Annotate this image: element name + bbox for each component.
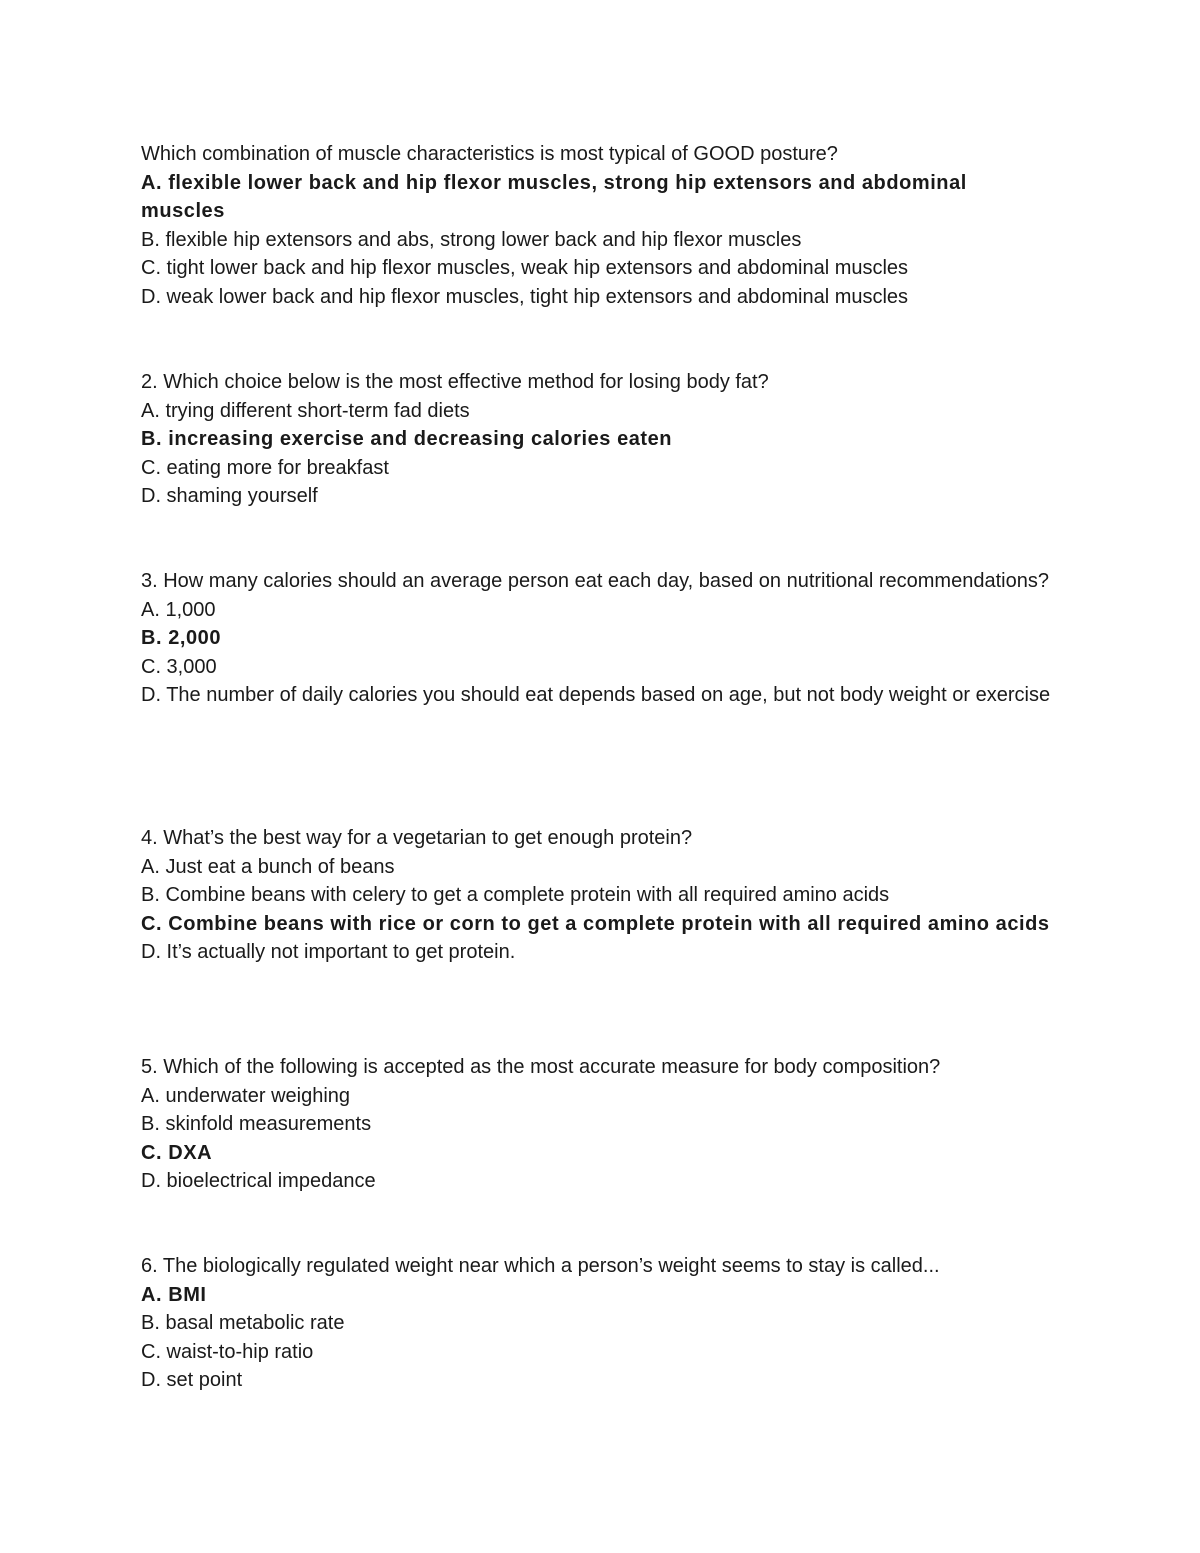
answer-option-d: D. set point (141, 1369, 243, 1391)
answer-option-b: B. skinfold measurements (141, 1113, 372, 1135)
answer-option-a: A. underwater weighing (141, 1084, 351, 1107)
answer-option-a: A. Just eat a bunch of beans (141, 855, 395, 878)
answer-option-d: D. shaming yourself (141, 485, 318, 507)
question-6 (141, 1252, 1051, 1395)
answer-option-d: D. bioelectrical impedance (141, 1170, 376, 1192)
answer-option-c: C. 3,000 (141, 655, 217, 678)
question-text: 3. How many calories should an average person eat each day, based on nutritional recommendations? (141, 570, 1049, 592)
answer-option-c: C. DXA (141, 1141, 213, 1164)
answer-option-a: A. trying different short-term fad diets (141, 399, 470, 422)
answer-option-a: A. 1,000 (141, 598, 216, 621)
answer-option-b: B. Combine beans with celery to get a complete protein with all required amino acids (141, 884, 890, 906)
answer-option-d: D. It’s actually not important to get protein. (141, 941, 516, 963)
answer-option-d: D. The number of daily calories you should eat depends based on age, but not body weight or exercise (141, 684, 1051, 706)
question-text: 2. Which choice below is the most effective method for losing body fat? (141, 371, 769, 393)
question-text: 6. The biologically regulated weight near which a person’s weight seems to stay is called... (141, 1255, 940, 1277)
question-2 (141, 368, 1051, 511)
answer-option-b: B. basal metabolic rate (141, 1312, 345, 1334)
question-5 (141, 1053, 1051, 1196)
answer-option-b: B. flexible hip extensors and abs, strong lower back and hip flexor muscles (141, 228, 802, 251)
answer-option-c: C. tight lower back and hip flexor muscles, weak hip extensors and abdominal muscles (141, 257, 909, 279)
answer-option-a: A. flexible lower back and hip flexor muscles, strong hip extensors and abdominal muscles (141, 171, 967, 222)
question-1 (141, 140, 1051, 311)
question-3 (141, 567, 1051, 710)
answer-option-c: C. eating more for breakfast (141, 456, 389, 479)
question-4 (141, 824, 1051, 967)
answer-option-b: B. increasing exercise and decreasing calories eaten (141, 428, 673, 450)
answer-option-c: C. Combine beans with rice or corn to get a complete protein with all required amino acids (141, 912, 1050, 935)
question-text: 4. What’s the best way for a vegetarian to get enough protein? (141, 827, 693, 849)
answer-option-d: D. weak lower back and hip flexor muscles, tight hip extensors and abdominal muscles (141, 285, 909, 308)
answer-option-c: C. waist-to-hip ratio (141, 1340, 314, 1363)
question-text: 5. Which of the following is accepted as the most accurate measure for body composition? (141, 1056, 941, 1078)
question-text: Which combination of muscle characteristics is most typical of GOOD posture? (141, 143, 838, 165)
answer-option-a: A. BMI (141, 1283, 207, 1306)
answer-option-b: B. 2,000 (141, 627, 222, 649)
